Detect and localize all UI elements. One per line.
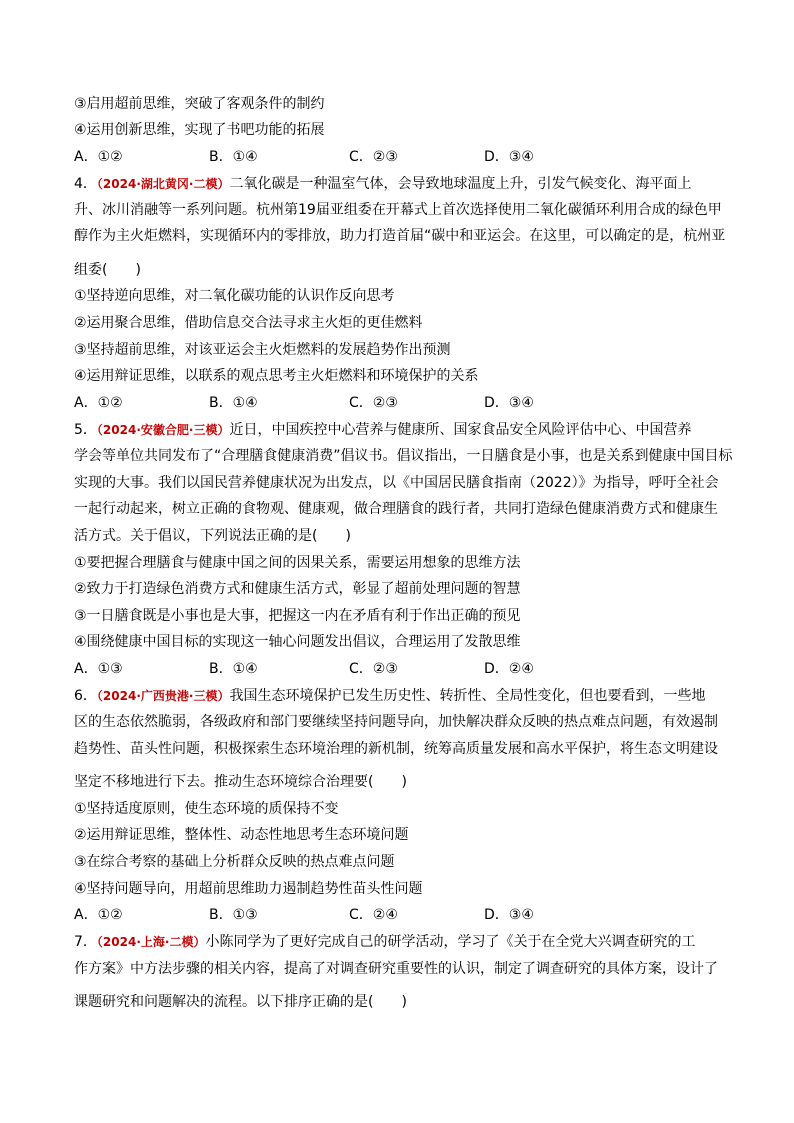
option-b: B．①④ (209, 395, 258, 411)
statement: ④坚持问题导向，用超前思维助力遏制趋势性苗头性问题 (74, 881, 423, 897)
question-number: 4． (74, 176, 97, 192)
question-number: 5． (74, 422, 97, 438)
question-source: （2024·广西贵港·三模） (96, 689, 230, 703)
question-source: （2024·湖北黄冈·二模） (96, 177, 230, 191)
statement: ①要把握合理膳食与健康中国之间的因果关系，需要运用想象的思维方法 (74, 555, 521, 571)
option-d: D．③④ (484, 149, 534, 165)
question-source: （2024·上海·二模） (96, 935, 206, 949)
statement: ①坚持逆向思维，对二氧化碳功能的认识作反向思考 (74, 288, 395, 304)
question-stem: 坚定不移地进行下去。推动生态环境综合治理要( ) (74, 774, 407, 790)
question-4-header (74, 174, 691, 194)
question-stem: 活方式。关于倡议，下列说法正确的是( ) (74, 528, 351, 544)
option-b: B．①③ (209, 907, 258, 923)
option-d: D．③④ (484, 907, 534, 923)
option-d: D．②④ (484, 661, 534, 677)
question-7-header (74, 932, 695, 952)
option-a: A．①② (74, 149, 123, 165)
question-stem: 趋势性、苗头性问题，积极探索生态环境治理的新机制，统筹高质量发展和高水平保护，将生态文明建设 (74, 741, 718, 757)
statement: ②运用聚合思维，借助信息交合法寻求主火炬的更佳燃料 (74, 315, 423, 331)
question-number: 7． (74, 934, 97, 950)
question-stem: 组委( ) (74, 262, 141, 278)
statement: ④围绕健康中国目标的实现这一轴心问题发出倡议，合理运用了发散思维 (74, 634, 521, 650)
statement: ②运用辩证思维，整体性、动态性地思考生态环境问题 (74, 827, 409, 843)
statement: ③坚持超前思维，对该亚运会主火炬燃料的发展趋势作出预测 (74, 342, 451, 358)
question-stem: 近日，中国疾控中心营养与健康所、国家食品安全风险评估中心、中国营养 (229, 422, 692, 438)
question-stem: 一起行动起来，树立正确的食物观、健康观，做合理膳食的践行者，共同打造绿色健康消费方式和健康生 (74, 501, 718, 517)
option-a: A．①③ (74, 661, 123, 677)
question-stem: 升、冰川消融等一系列问题。杭州第19届亚组委在开幕式上首次选择使用二氧化碳循环利用合成的绿色甲 (74, 202, 722, 218)
option-d: D．③④ (484, 395, 534, 411)
question-number: 6． (74, 688, 97, 704)
question-5-header (74, 420, 691, 440)
option-b: B．①④ (209, 149, 258, 165)
question-stem: 区的生态依然脆弱，各级政府和部门要继续坚持问题导向，加快解决群众反映的热点难点问题，有效遏制 (74, 714, 718, 730)
option-c: C．②③ (349, 395, 398, 411)
statement: ③启用超前思维，突破了客观条件的制约 (74, 96, 325, 112)
option-b: B．①④ (209, 661, 258, 677)
option-c: C．②③ (349, 149, 398, 165)
question-stem: 课题研究和问题解决的流程。以下排序正确的是( ) (74, 994, 407, 1010)
question-stem: 作方案》中方法步骤的相关内容，提高了对调查研究重要性的认识，制定了调查研究的具体方案，设计了 (74, 961, 718, 977)
question-source: （2024·安徽合肥·三模） (96, 423, 230, 437)
question-stem: 实现的大事。我们以国民营养健康状况为出发点，以《中国居民膳食指南（2022）》为指导，呼吁全社会 (74, 475, 719, 491)
question-6-header (74, 686, 705, 706)
statement: ③一日膳食既是小事也是大事，把握这一内在矛盾有利于作出正确的预见 (74, 608, 521, 624)
statement: ②致力于打造绿色消费方式和健康生活方式，彰显了超前处理问题的智慧 (74, 581, 521, 597)
question-stem: 醇作为主火炬燃料，实现循环内的零排放，助力打造首届“碳中和亚运会。在这里，可以确定的是，杭州亚 (74, 228, 726, 244)
question-stem: 小陈同学为了更好完成自己的研学活动，学习了《关于在全党大兴调查研究的工 (205, 934, 696, 950)
option-a: A．①② (74, 907, 123, 923)
statement: ①坚持适度原则，使生态环境的质保持不变 (74, 801, 339, 817)
question-stem: 二氧化碳是一种温室气体，会导致地球温度上升，引发气候变化、海平面上 (229, 176, 692, 192)
option-c: C．②③ (349, 661, 398, 677)
question-stem: 学会等单位共同发布了“合理膳食健康消费”倡议书。倡议指出，一日膳食是小事，也是关系到健康中国目标 (74, 448, 733, 464)
option-a: A．①② (74, 395, 123, 411)
question-stem: 我国生态环境保护已发生历史性、转折性、全局性变化，但也要看到，一些地 (229, 688, 706, 704)
option-c: C．②④ (349, 907, 398, 923)
statement: ③在综合考察的基础上分析群众反映的热点难点问题 (74, 854, 395, 870)
statement: ④运用辩证思维，以联系的观点思考主火炬燃料和环境保护的关系 (74, 368, 479, 384)
statement: ④运用创新思维，实现了书吧功能的拓展 (74, 122, 325, 138)
